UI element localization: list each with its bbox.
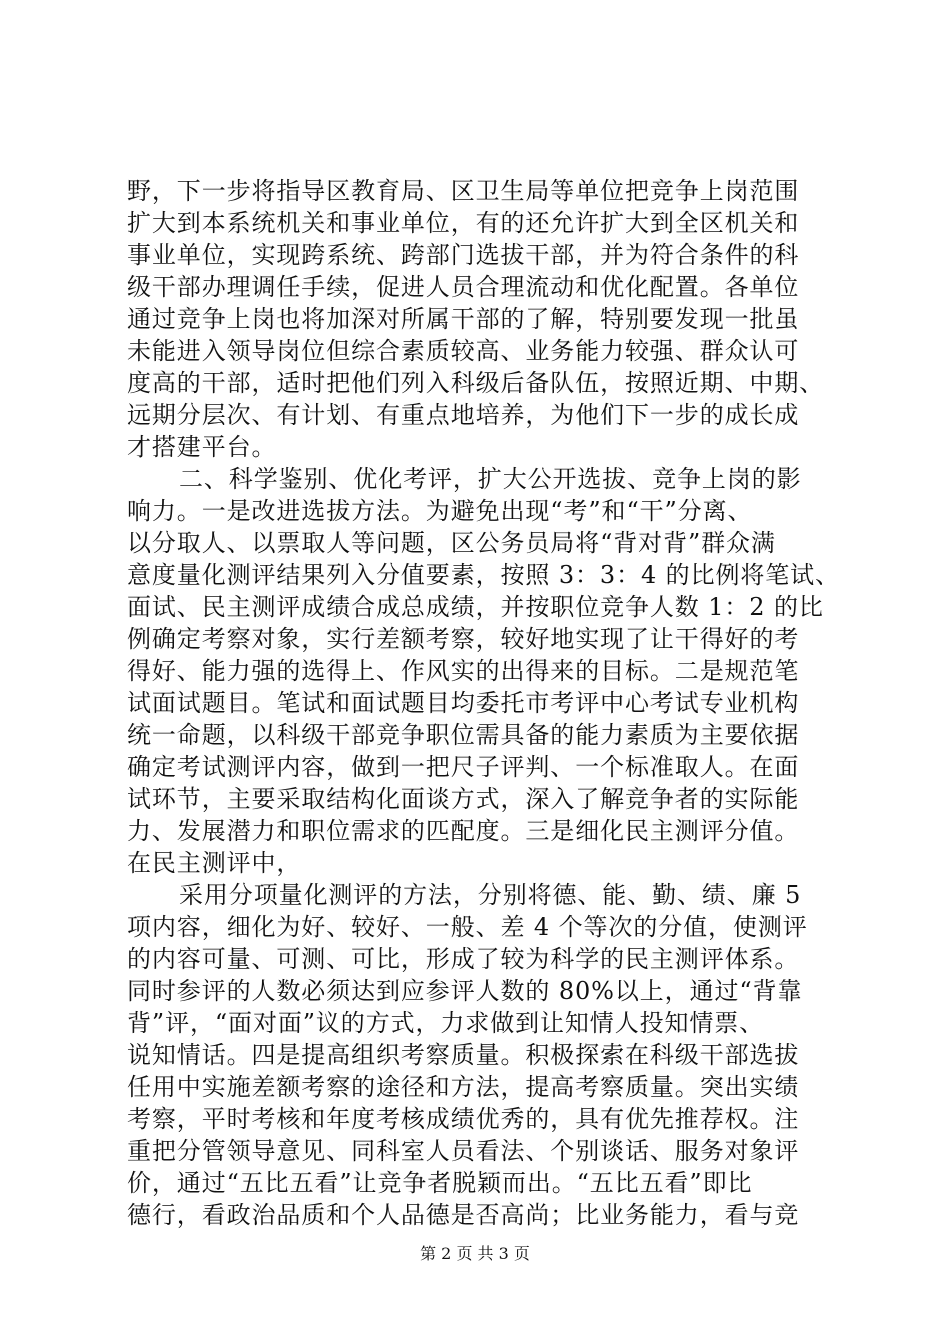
text-line: 采用分项量化测评的方法，分别将德、能、勤、绩、廉 5 bbox=[179, 881, 802, 909]
page-footer: 第 2 页 共 3 页 bbox=[420, 1244, 530, 1263]
text-line: 德行，看政治品质和个人品德是否高尚；比业务能力，看与竞 bbox=[127, 1201, 800, 1229]
text-line: 意度量化测评结果列入分值要素，按照 3：3：4 的比例将笔试、 bbox=[127, 561, 840, 589]
text-line: 度高的干部，适时把他们列入科级后备队伍，按照近期、中期、 bbox=[127, 369, 825, 397]
text-line: 以分取人、以票取人等问题，区公务员局将“背对背”群众满 bbox=[127, 529, 776, 557]
text-line: 试环节，主要采取结构化面谈方式，深入了解竞争者的实际能 bbox=[127, 785, 800, 813]
text-line: 远期分层次、有计划、有重点地培养，为他们下一步的成长成 bbox=[127, 401, 800, 429]
text-line: 同时参评的人数必须达到应参评人数的 80%以上，通过“背靠 bbox=[127, 977, 803, 1005]
text-line: 考察，平时考核和年度考核成绩优秀的，具有优先推荐权。注 bbox=[127, 1105, 800, 1133]
text-line: 说知情话。四是提高组织考察质量。积极探索在科级干部选拔 bbox=[127, 1041, 800, 1069]
text-line: 价，通过“五比五看”让竞争者脱颖而出。“五比五看”即比 bbox=[127, 1169, 753, 1197]
text-line: 统一命题，以科级干部竞争职位需具备的能力素质为主要依据 bbox=[127, 721, 800, 749]
text-line: 力、发展潜力和职位需求的匹配度。三是细化民主测评分值。 bbox=[127, 817, 800, 845]
text-line: 得好、能力强的选得上、作风实的出得来的目标。二是规范笔 bbox=[127, 657, 800, 685]
text-line: 背”评，“面对面”议的方式，力求做到让知情人投知情票、 bbox=[127, 1009, 765, 1037]
text-line: 级干部办理调任手续，促进人员合理流动和优化配置。各单位 bbox=[127, 273, 800, 301]
text-line: 任用中实施差额考察的途径和方法，提高考察质量。突出实绩 bbox=[127, 1073, 800, 1101]
body-text bbox=[127, 175, 840, 1231]
text-line: 重把分管领导意见、同科室人员看法、个别谈话、服务对象评 bbox=[127, 1137, 800, 1165]
text-line: 例确定考察对象，实行差额考察，较好地实现了让干得好的考 bbox=[127, 625, 800, 653]
text-line: 二、科学鉴别、优化考评，扩大公开选拔、竞争上岗的影 bbox=[179, 465, 802, 493]
text-line: 面试、民主测评成绩合成总成绩，并按职位竞争人数 1：2 的比 bbox=[127, 593, 824, 621]
text-line: 在民主测评中， bbox=[127, 849, 302, 877]
text-line: 事业单位，实现跨系统、跨部门选拔干部，并为符合条件的科 bbox=[127, 241, 800, 269]
text-line: 才搭建平台。 bbox=[127, 433, 277, 461]
text-line: 响力。一是改进选拔方法。为避免出现“考”和“干”分离、 bbox=[127, 497, 753, 525]
text-line: 的内容可量、可测、可比，形成了较为科学的民主测评体系。 bbox=[127, 945, 800, 973]
text-line: 项内容，细化为好、较好、一般、差 4 个等次的分值，使测评 bbox=[127, 913, 808, 941]
text-line: 通过竞争上岗也将加深对所属干部的了解，特别要发现一批虽 bbox=[127, 305, 800, 333]
text-line: 未能进入领导岗位但综合素质较高、业务能力较强、群众认可 bbox=[127, 337, 800, 365]
text-line: 扩大到本系统机关和事业单位，有的还允许扩大到全区机关和 bbox=[127, 209, 800, 237]
text-line: 野，下一步将指导区教育局、区卫生局等单位把竞争上岗范围 bbox=[127, 177, 800, 205]
text-line: 确定考试测评内容，做到一把尺子评判、一个标准取人。在面 bbox=[127, 753, 800, 781]
text-line: 试面试题目。笔试和面试题目均委托市考评中心考试专业机构 bbox=[127, 689, 800, 717]
